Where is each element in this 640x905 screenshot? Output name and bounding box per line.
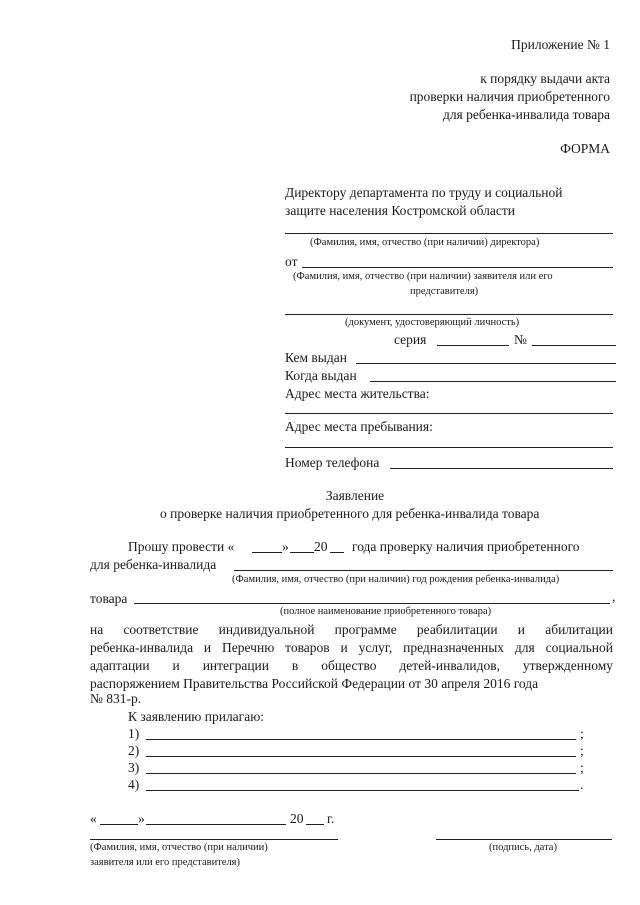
document-subtitle: о проверке наличия приобретенного для ребенка-инвалида товара <box>160 506 540 521</box>
appendix-number: Приложение № 1 <box>511 37 610 52</box>
attachment-item-2-end: ; <box>580 743 584 758</box>
footer-quote-close: » <box>138 811 145 826</box>
footer-month-field[interactable] <box>146 824 286 825</box>
attachment-item-2-number: 2) <box>128 743 140 758</box>
attachment-item-1-number: 1) <box>128 726 140 741</box>
child-name-field[interactable] <box>234 570 613 571</box>
phone-label: Номер телефона <box>285 455 380 470</box>
request-month-field[interactable] <box>290 552 314 553</box>
paragraph-line-5: № 831-р. <box>90 691 142 706</box>
attachment-item-1-end: ; <box>580 726 584 741</box>
attachment-item-3-number: 3) <box>128 760 140 775</box>
goods-field[interactable] <box>134 603 610 604</box>
for-child-label: для ребенка-инвалида <box>90 557 217 572</box>
director-name-field[interactable] <box>285 233 613 234</box>
issued-by-field[interactable] <box>356 363 616 364</box>
attachment-item-3-end: ; <box>580 760 584 775</box>
identity-document-field[interactable] <box>285 314 613 315</box>
footer-year-field[interactable] <box>306 824 324 825</box>
paragraph-line-4: распоряжением Правительства Российской Федерации от 30 апреля 2016 года <box>90 676 539 691</box>
paragraph-line-2: ребенка-инвалида и Перечню товаров и услуг, предназначенных для социальной <box>90 640 613 655</box>
number-field[interactable] <box>532 345 616 346</box>
residence-field[interactable] <box>285 413 613 414</box>
request-day-field[interactable] <box>252 552 282 553</box>
signature-field[interactable] <box>436 839 612 840</box>
stay-label: Адрес места пребывания: <box>285 419 433 434</box>
document-caption: (документ, удостоверяющий личность) <box>345 317 520 328</box>
footer-year-prefix: 20 <box>290 811 304 826</box>
issued-by-label: Кем выдан <box>285 350 347 365</box>
document-title: Заявление <box>325 488 385 503</box>
form-label: ФОРМА <box>560 141 610 156</box>
attachment-item-4-number: 4) <box>128 777 140 792</box>
request-year-prefix: 20 <box>314 539 328 554</box>
reference-line-1: к порядку выдачи акта <box>480 71 610 86</box>
paragraph-line-1: на соответствие индивидуальной программе реабилитации и абилитации <box>90 622 613 637</box>
attachment-item-3-field[interactable] <box>146 773 576 774</box>
footer-quote-open: « <box>90 811 97 826</box>
footer-year-suffix: г. <box>327 811 335 826</box>
residence-label: Адрес места жительства: <box>285 386 430 401</box>
name-caption-1: (Фамилия, имя, отчество (при наличии) <box>90 842 268 853</box>
applicant-caption-1: (Фамилия, имя, отчество (при наличии) заявителя или его <box>293 271 553 282</box>
director-caption: (Фамилия, имя, отчество (при наличии) директора) <box>310 237 540 248</box>
attachment-item-4-field[interactable] <box>146 790 579 791</box>
series-label: серия <box>394 332 427 347</box>
attachments-label: К заявлению прилагаю: <box>128 709 265 724</box>
applicant-name-field[interactable] <box>302 267 613 268</box>
request-quote-close: » <box>282 539 289 554</box>
request-end: года проверку наличия приобретенного <box>352 539 580 554</box>
paragraph-line-3: адаптации и интеграции в общество детей-инвалидов, утвержденному <box>90 658 613 673</box>
addressee-line-2: защите населения Костромской области <box>285 203 515 218</box>
request-year-field[interactable] <box>330 552 344 553</box>
stay-field[interactable] <box>285 447 613 448</box>
issued-date-field[interactable] <box>370 381 616 382</box>
attachment-item-1-field[interactable] <box>146 739 576 740</box>
series-field[interactable] <box>437 345 509 346</box>
goods-comma: , <box>612 589 616 604</box>
goods-caption: (полное наименование приобретенного товара) <box>280 606 492 617</box>
issued-date-label: Когда выдан <box>285 368 357 383</box>
from-label: от <box>285 254 298 269</box>
attachment-item-4-end: . <box>580 777 584 792</box>
attachment-item-2-field[interactable] <box>146 756 576 757</box>
child-caption: (Фамилия, имя, отчество (при наличии) год рождения ребенка-инвалида) <box>232 574 560 585</box>
number-label: № <box>514 332 527 347</box>
name-caption-2: заявителя или его представителя) <box>90 857 241 868</box>
applicant-caption-2: представителя) <box>410 286 479 297</box>
reference-line-3: для ребенка-инвалида товара <box>442 107 610 122</box>
request-start: Прошу провести « <box>128 539 235 554</box>
phone-field[interactable] <box>390 468 613 469</box>
reference-line-2: проверки наличия приобретенного <box>409 89 610 104</box>
footer-day-field[interactable] <box>100 824 138 825</box>
signature-caption: (подпись, дата) <box>489 842 557 853</box>
addressee-line-1: Директору департамента по труду и социальной <box>285 185 563 200</box>
applicant-name-signature-field[interactable] <box>90 839 338 840</box>
goods-label: товара <box>90 591 128 606</box>
